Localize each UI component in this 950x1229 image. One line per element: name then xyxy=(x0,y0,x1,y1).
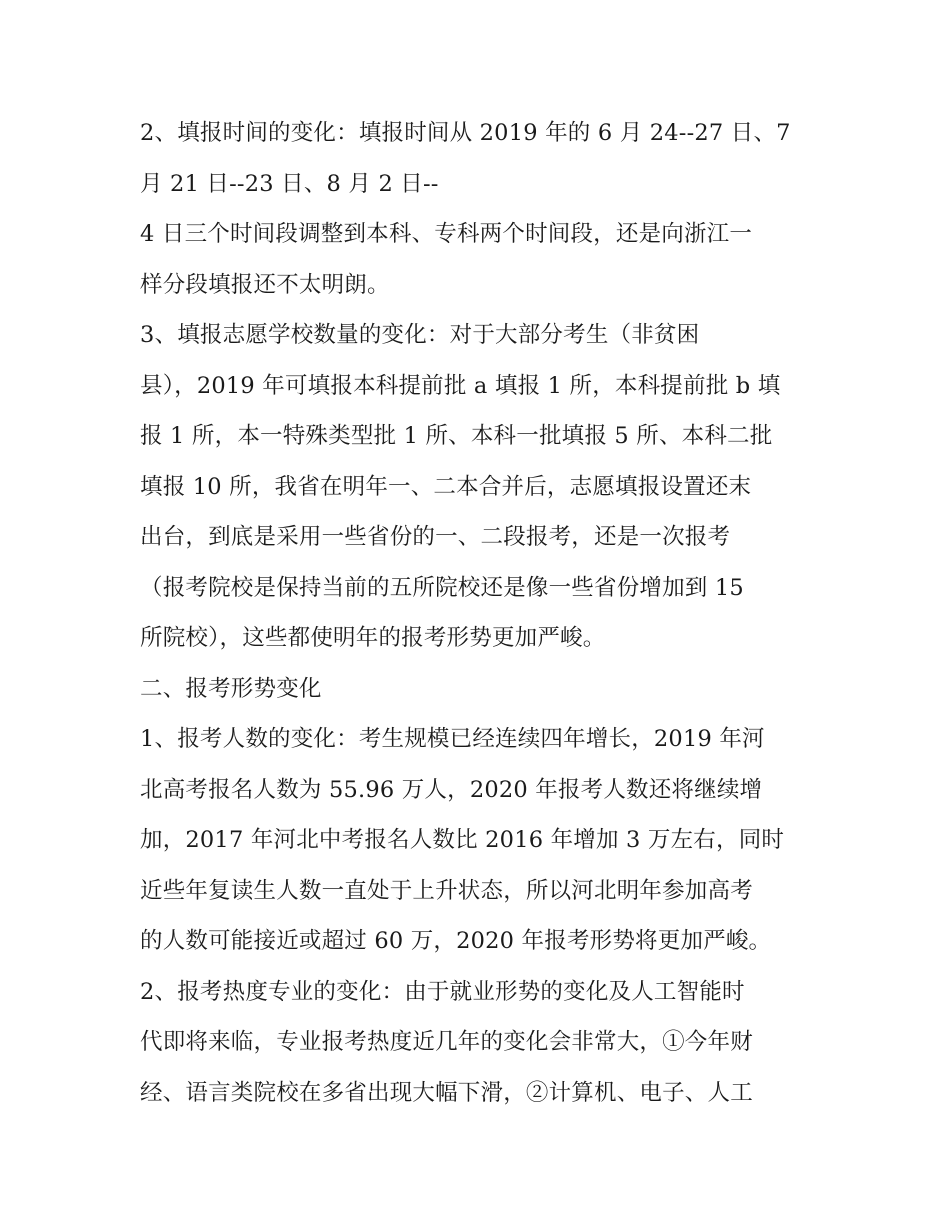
text-line: （报考院校是保持当前的五所院校还是像一些省份增加到 15 xyxy=(140,574,744,601)
text-line: 样分段填报还不太明朗。 xyxy=(140,271,390,298)
text-line: 3、填报志愿学校数量的变化：对于大部分考生（非贫困 xyxy=(140,322,700,348)
text-line: 4 日三个时间段调整到本科、专科两个时间段，还是向浙江一 xyxy=(140,221,753,247)
text-line: 县），2019 年可填报本科提前批 a 填报 1 所，本科提前批 b 填 xyxy=(140,372,781,399)
text-line: 北高考报名人数为 55.96 万人，2020 年报考人数还将继续增 xyxy=(140,776,763,803)
text-line: 代即将来临，专业报考热度近几年的变化会非常大，①今年财 xyxy=(140,1029,753,1055)
text-line: 近些年复读生人数一直处于上升状态，所以河北明年参加高考 xyxy=(140,877,753,904)
text-line: 加，2017 年河北中考报名人数比 2016 年增加 3 万左右，同时 xyxy=(140,827,785,853)
text-line: 的人数可能接近或超过 60 万，2020 年报考形势将更加严峻。 xyxy=(140,928,772,954)
text-line: 1、报考人数的变化：考生规模已经连续四年增长，2019 年河 xyxy=(140,726,765,752)
document-body xyxy=(140,108,820,1118)
text-line: 月 21 日--23 日、8 月 2 日-- xyxy=(140,170,439,197)
section-heading: 二、报考形势变化 xyxy=(140,675,322,702)
text-line: 2、填报时间的变化：填报时间从 2019 年的 6 月 24--27 日、7 xyxy=(140,120,791,146)
text-line: 2、报考热度专业的变化：由于就业形势的变化及人工智能时 xyxy=(140,978,745,1005)
text-line: 填报 10 所，我省在明年一、二本合并后，志愿填报设置还末 xyxy=(140,473,752,500)
text-line: 报 1 所，本一特殊类型批 1 所、本科一批填报 5 所、本科二批 xyxy=(140,423,773,449)
text-line: 经、语言类院校在多省出现大幅下滑，②计算机、电子、人工 xyxy=(140,1079,753,1106)
text-line: 出台，到底是采用一些省份的一、二段报考，还是一次报考 xyxy=(140,524,731,550)
text-line: 所院校），这些都使明年的报考形势更加严峻。 xyxy=(140,625,606,651)
